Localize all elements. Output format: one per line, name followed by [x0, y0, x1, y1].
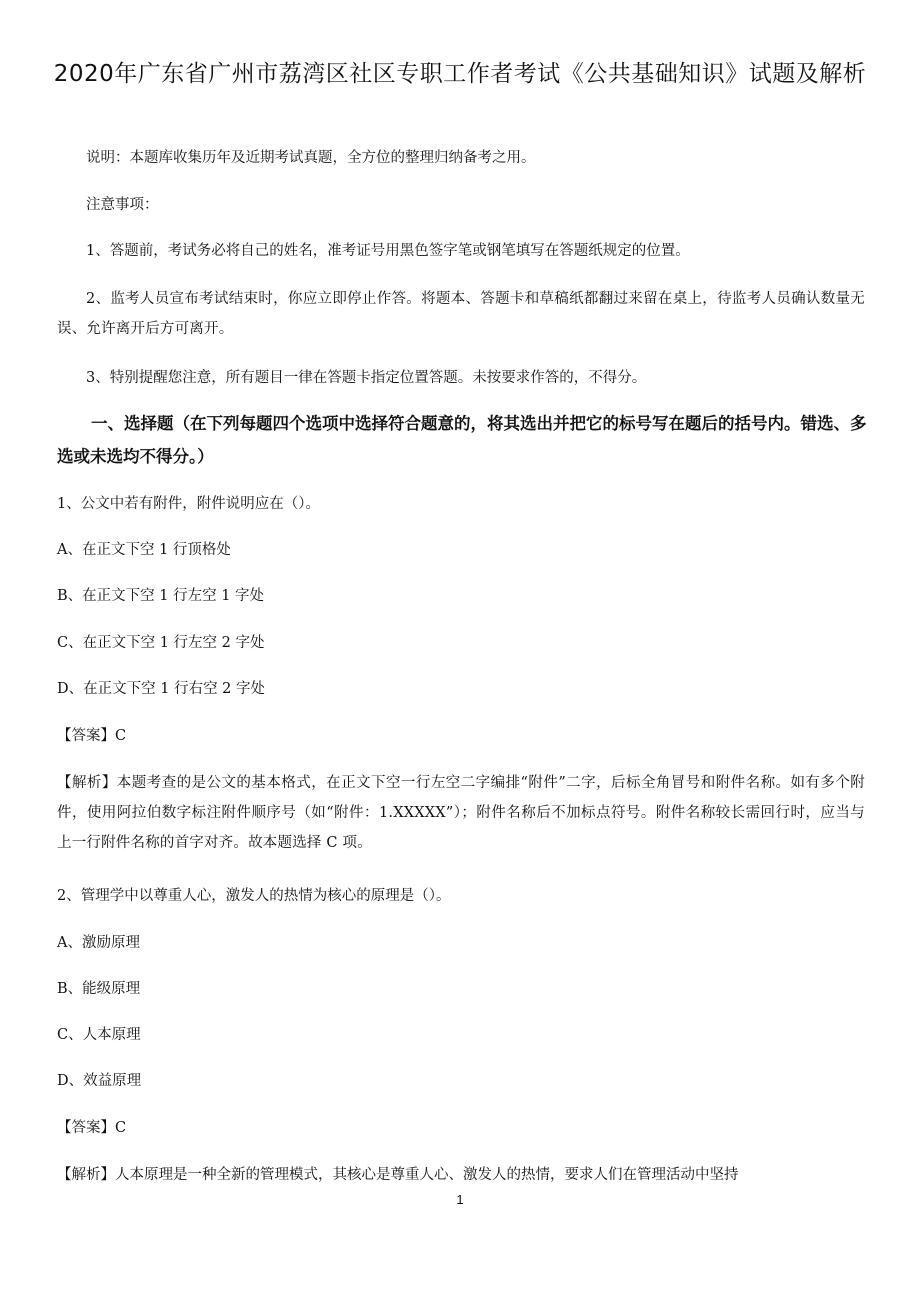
question-2-analysis: 【解析】人本原理是一种全新的管理模式，其核心是尊重人心、激发人的热情，要求人们在管理活动中坚持 [57, 1167, 739, 1183]
question-1-option-b: B、在正文下空 1 行左空 1 字处 [57, 588, 265, 604]
notice-heading: 注意事项： [86, 197, 159, 213]
question-2-option-a: A、激励原理 [57, 935, 140, 951]
question-1-stem: 1、公文中若有附件，附件说明应在（）。 [57, 496, 320, 512]
question-2-option-b: B、能级原理 [57, 981, 141, 997]
notice-item-2: 2、监考人员宣布考试结束时，你应立即停止作答。将题本、答题卡和草稿纸都翻过来留在桌上，待监考人员确认数量无误、允许离开后方可离开。 [57, 291, 865, 337]
section-heading: 一、选择题（在下列每题四个选项中选择符合题意的，将其选出并把它的标号写在题后的括号内。错选、多选或未选均不得分。） [57, 414, 867, 466]
document-title: 2020年广东省广州市荔湾区社区专职工作者考试《公共基础知识》试题及解析 [53, 61, 867, 87]
notice-item-3: 3、特别提醒您注意，所有题目一律在答题卡指定位置答题。未按要求作答的，不得分。 [86, 370, 647, 386]
question-2-answer: 【答案】C [57, 1120, 127, 1136]
question-2-option-d: D、效益原理 [57, 1073, 142, 1089]
question-1-option-a: A、在正文下空 1 行顶格处 [57, 542, 231, 558]
question-1-option-c: C、在正文下空 1 行左空 2 字处 [57, 635, 265, 651]
question-1-answer: 【答案】C [57, 728, 127, 744]
question-2-option-c: C、人本原理 [57, 1027, 141, 1043]
question-1-analysis: 【解析】本题考查的是公文的基本格式，在正文下空一行左空二字编排“附件”二字，后标全角冒号和附件名称。如有多个附件，使用阿拉伯数字标注附件顺序号（如“附件：1.XXXXX”）；附件名称后不加标点符号。附件名称较长需回行时，应当与上一行附件名称的首字对齐。故本题选择 C 项。 [57, 775, 865, 851]
notice-item-1: 1、答题前，考试务必将自己的姓名，准考证号用黑色签字笔或钢笔填写在答题纸规定的位置。 [86, 243, 690, 259]
question-1-option-d: D、在正文下空 1 行右空 2 字处 [57, 681, 266, 697]
intro-note: 说明：本题库收集历年及近期考试真题，全方位的整理归纳备考之用。 [86, 150, 536, 166]
page-number: 1 [456, 1192, 464, 1207]
question-2-stem: 2、管理学中以尊重人心，激发人的热情为核心的原理是（）。 [57, 888, 451, 904]
